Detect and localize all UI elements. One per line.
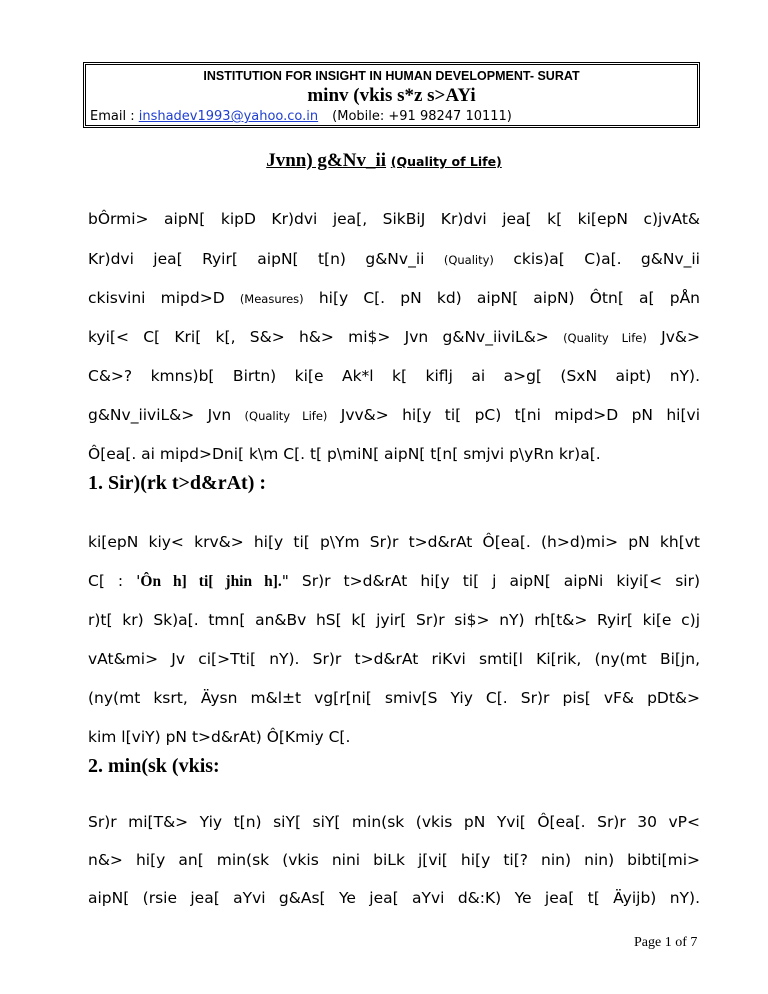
mobile-number: (Mobile: +91 98247 10111) — [332, 109, 512, 124]
text-line: g&Nv_iiviL&> Jvn (Quality Life) Jvv&> hi[y ti[ pC) t[ni mipd>D pN hi[vi — [88, 406, 700, 424]
title-subtitle: (Quality of Life) — [390, 154, 502, 169]
text-line: Ô[ea[. ai mipd>Dni[ k\m C[. t[ p\miN[ aipN[ t[n[ smjvi p\yRn kr)a[. — [88, 445, 601, 463]
author-name: minv (vkis s*z s>AYi — [307, 85, 476, 106]
email-label: Email : — [90, 109, 139, 124]
title-main: Jvnn) g&Nv_ii — [266, 150, 387, 171]
text-line: C[ : 'Ôn h] ti[ jhin h]." Sr)r t>d&rAt hi[y ti[ j aipN[ aipNi kiyi[< sir) — [88, 572, 700, 590]
text-line: Sr)r mi[T&> Yiy t[n) siY[ siY[ min(sk (vkis pN Yvi[ Ô[ea[. Sr)r 30 vP< — [88, 813, 700, 831]
text-line: ckisvini mipd>D (Measures) hi[y C[. pN kd) aipN[ aipN) Ôtn[ a[ pÅn — [88, 289, 700, 307]
text-line: kyi[< C[ Kri[ k[, S&> h&> mi$> Jvn g&Nv_iiviL&> (Quality Life) Jv&> — [88, 328, 700, 346]
email-link[interactable]: inshadev1993@yahoo.co.in — [138, 109, 319, 124]
text-line: (ny(mt ksrt, Äysn m&l±t vg[r[ni[ smiv[S Yiy C[. Sr)r pis[ vF& pDt&> — [88, 689, 700, 707]
contact-line — [90, 109, 512, 124]
text-line: r)t[ kr) Sk)a[. tmn[ an&Bv hS[ k[ jyir[ Sr)r si$> nY) rh[t&> Ryir[ ki[e c)j — [88, 611, 700, 629]
text-line: C&>? kmns)b[ Birtn) ki[e Ak*l k[ kiflj ai a>g[ (SxN aipt) nY). — [88, 367, 700, 385]
text-line: vAt&mi> Jv ci[>Tti[ nY). Sr)r t>d&rAt riKvi smti[l Ki[rik, (ny(mt Bi[jn, — [88, 650, 700, 668]
text-line: n&> hi[y an[ min(sk (vkis nini biLk j[vi[ hi[y ti[? nin) nin) bibti[mi> — [88, 851, 700, 869]
letterhead-box — [83, 62, 700, 128]
text-line: Kr)dvi jea[ Ryir[ aipN[ t[n) g&Nv_ii (Quality) ckis)a[ C)a[. g&Nv_ii — [88, 250, 700, 268]
page-number: Page 1 of 7 — [634, 935, 698, 950]
page-title — [0, 150, 768, 172]
text-line: aipN[ (rsie jea[ aYvi g&As[ Ye jea[ aYvi d&:K) Ye jea[ t[ Äyijb) nY). — [88, 889, 700, 907]
text-line: bÔrmi> aipN[ kipD Kr)dvi jea[, SikBiJ Kr)dvi jea[ k[ ki[epN c)jvAt& — [88, 210, 700, 228]
section-heading-1: 1. Sir)(rk t>d&rAt) : — [88, 472, 267, 494]
text-line: kim l[viY) pN t>d&rAt) Ô[Kmiy C[. — [88, 728, 351, 746]
institution-name: INSTITUTION FOR INSIGHT IN HUMAN DEVELOPMENT- SURAT — [203, 69, 580, 83]
section-heading-2: 2. min(sk (vkis: — [88, 755, 220, 777]
text-line: ki[epN kiy< krv&> hi[y ti[ p\Ym Sr)r t>d&rAt Ô[ea[. (h>d)mi> pN kh[vt — [88, 533, 700, 551]
